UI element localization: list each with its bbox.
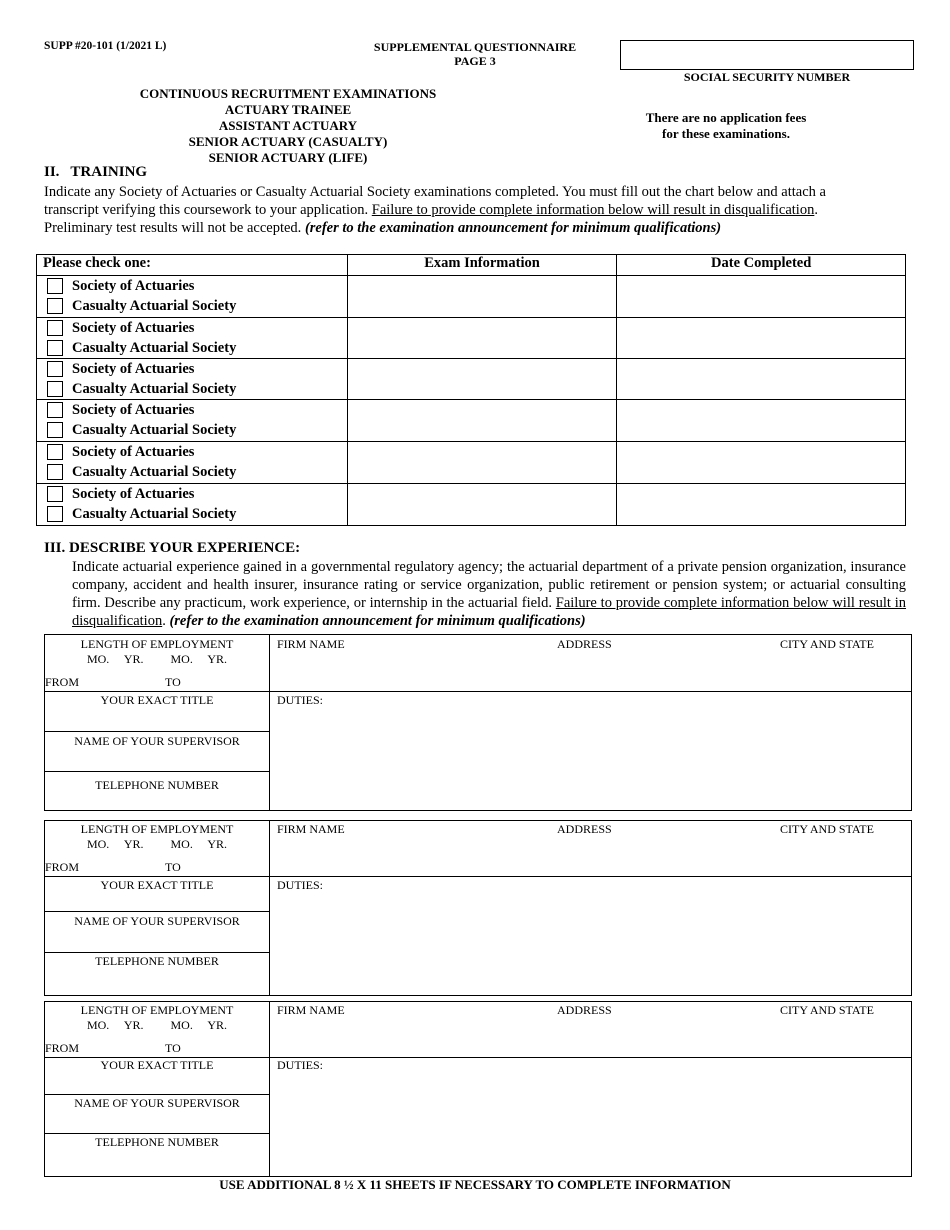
checkbox[interactable]: [47, 486, 63, 502]
phone-label: TELEPHONE NUMBER: [95, 778, 219, 792]
experience-entry: [44, 820, 912, 996]
exam-information-field[interactable]: [347, 276, 617, 318]
from-label: FROM: [45, 675, 80, 689]
date-completed-field[interactable]: [617, 442, 906, 484]
phone-label: TELEPHONE NUMBER: [95, 1135, 219, 1149]
option-label: Society of Actuaries: [72, 401, 195, 418]
option-label: Society of Actuaries: [72, 277, 195, 294]
training-title: II. TRAINING: [44, 164, 148, 180]
experience-emphasis: (refer to the examination announcement for minimum qualifications): [169, 613, 586, 629]
option-cas[interactable]: [37, 462, 347, 482]
option-cas[interactable]: [37, 338, 347, 358]
city-state-label: CITY AND STATE: [780, 637, 874, 651]
experience-entry: [44, 1001, 912, 1177]
phone-label: TELEPHONE NUMBER: [95, 954, 219, 968]
checkbox[interactable]: [47, 320, 63, 336]
exam-titles: [128, 86, 448, 166]
training-intro: [44, 183, 884, 237]
col-date-completed: Date Completed: [617, 255, 906, 276]
exam-information-field[interactable]: [347, 442, 617, 484]
form-id: SUPP #20-101 (1/2021 L): [44, 40, 167, 52]
experience-after-text: .: [162, 613, 170, 629]
duties-label: DUTIES:: [277, 1058, 323, 1072]
option-soa[interactable]: [37, 359, 347, 379]
checkbox[interactable]: [47, 444, 63, 460]
address-label: ADDRESS: [557, 822, 612, 836]
exam-information-field[interactable]: [347, 484, 617, 526]
form-title: SUPPLEMENTAL QUESTIONNAIRE: [373, 40, 577, 54]
duties-label: DUTIES:: [277, 878, 323, 892]
training-after-text: . Preliminary test results will not be accepted.: [44, 202, 818, 236]
fees-line: There are no application fees: [645, 110, 807, 125]
option-label: Casualty Actuarial Society: [72, 463, 237, 480]
checkbox[interactable]: [47, 402, 63, 418]
experience-entry: [44, 634, 912, 811]
length-label: LENGTH OF EMPLOYMENT: [80, 637, 234, 651]
option-cas[interactable]: [37, 379, 347, 399]
experience-warning: Failure to provide complete information below will result in disqualification: [72, 595, 907, 629]
exam-title-line: ASSISTANT ACTUARY: [218, 118, 358, 133]
training-intro-text: Indicate any Society of Actuaries or Casualty Actuarial Society examinations completed. You must fill out the chart below and attach a transcript verifying this coursework to your application.: [44, 184, 826, 218]
exam-title-line: SENIOR ACTUARY (CASUALTY): [188, 134, 388, 149]
table-row: [37, 400, 906, 442]
option-label: Casualty Actuarial Society: [72, 505, 237, 522]
table-row: [37, 484, 906, 526]
exam-information-field[interactable]: [347, 318, 617, 359]
fees-notice: [626, 110, 826, 142]
length-label: LENGTH OF EMPLOYMENT: [80, 1003, 234, 1017]
training-emphasis: (refer to the examination announcement for minimum qualifications): [304, 220, 722, 236]
date-completed-field[interactable]: [617, 318, 906, 359]
checkbox[interactable]: [47, 278, 63, 294]
ssn-label: SOCIAL SECURITY NUMBER: [683, 70, 851, 84]
city-state-label: CITY AND STATE: [780, 1003, 874, 1017]
option-soa[interactable]: [37, 276, 347, 296]
to-label: TO: [165, 1041, 181, 1055]
exam-title-line: CONTINUOUS RECRUITMENT EXAMINATIONS: [139, 86, 437, 101]
exam-table-header: [37, 255, 906, 276]
col-exam-information: Exam Information: [347, 255, 617, 276]
page-number: PAGE 3: [454, 54, 496, 68]
checkbox[interactable]: [47, 506, 63, 522]
date-completed-field[interactable]: [617, 484, 906, 526]
address-label: ADDRESS: [557, 1003, 612, 1017]
experience-intro: [72, 558, 906, 630]
mo-yr-label: MO. YR. MO. YR.: [86, 837, 228, 851]
firm-name-label: FIRM NAME: [277, 1003, 345, 1017]
to-label: TO: [165, 860, 181, 874]
option-label: Society of Actuaries: [72, 360, 195, 377]
title-label: YOUR EXACT TITLE: [100, 878, 214, 892]
training-warning: Failure to provide complete information below will result in disqualification: [371, 202, 815, 218]
option-label: Society of Actuaries: [72, 443, 195, 460]
from-label: FROM: [45, 1041, 80, 1055]
option-label: Society of Actuaries: [72, 485, 195, 502]
exam-title-line: ACTUARY TRAINEE: [224, 102, 352, 117]
title-label: YOUR EXACT TITLE: [100, 1058, 214, 1072]
exam-information-field[interactable]: [347, 359, 617, 400]
to-label: TO: [165, 675, 181, 689]
option-label: Casualty Actuarial Society: [72, 380, 237, 397]
option-label: Casualty Actuarial Society: [72, 297, 237, 314]
footer-note: USE ADDITIONAL 8 ½ X 11 SHEETS IF NECESSARY TO COMPLETE INFORMATION: [219, 1177, 731, 1192]
option-soa[interactable]: [37, 442, 347, 462]
date-completed-field[interactable]: [617, 359, 906, 400]
checkbox[interactable]: [47, 464, 63, 480]
table-row: [37, 442, 906, 484]
mo-yr-label: MO. YR. MO. YR.: [86, 1018, 228, 1032]
firm-name-label: FIRM NAME: [277, 637, 345, 651]
exam-table: [36, 254, 906, 526]
address-label: ADDRESS: [557, 637, 612, 651]
table-row: [37, 276, 906, 318]
date-completed-field[interactable]: [617, 400, 906, 442]
option-cas[interactable]: [37, 420, 347, 440]
length-label: LENGTH OF EMPLOYMENT: [80, 822, 234, 836]
exam-information-field[interactable]: [347, 400, 617, 442]
supervisor-label: NAME OF YOUR SUPERVISOR: [74, 734, 240, 748]
supervisor-label: NAME OF YOUR SUPERVISOR: [74, 1096, 240, 1110]
supervisor-label: NAME OF YOUR SUPERVISOR: [74, 914, 240, 928]
from-label: FROM: [45, 860, 80, 874]
mo-yr-label: MO. YR. MO. YR.: [86, 652, 228, 666]
city-state-label: CITY AND STATE: [780, 822, 874, 836]
option-cas[interactable]: [37, 296, 347, 316]
checkbox[interactable]: [47, 422, 63, 438]
option-soa[interactable]: [37, 400, 347, 420]
fees-line: for these examinations.: [662, 126, 790, 141]
checkbox[interactable]: [47, 340, 63, 356]
table-row: [37, 359, 906, 400]
option-label: Casualty Actuarial Society: [72, 421, 237, 438]
checkbox[interactable]: [47, 381, 63, 397]
option-cas[interactable]: [37, 504, 347, 524]
duties-label: DUTIES:: [277, 693, 323, 707]
experience-intro-text: Indicate actuarial experience gained in a governmental regulatory agency; the actuarial department of a private pension organization, insurance company, accident and health insurer, insurance rating or service organization, public retirement or pension system; or actuarial consulting firm. Describe any practicum, work experience, or internship in the actuarial field.: [72, 559, 906, 611]
experience-title: III. DESCRIBE YOUR EXPERIENCE:: [44, 540, 301, 556]
date-completed-field[interactable]: [617, 276, 906, 318]
option-label: Society of Actuaries: [72, 319, 195, 336]
ssn-input[interactable]: [620, 40, 914, 70]
checkbox[interactable]: [47, 298, 63, 314]
col-check-one: Please check one:: [37, 255, 348, 276]
form-title-block: [370, 40, 580, 68]
option-soa[interactable]: [37, 318, 347, 338]
title-label: YOUR EXACT TITLE: [100, 693, 214, 707]
option-label: Casualty Actuarial Society: [72, 339, 237, 356]
firm-name-label: FIRM NAME: [277, 822, 345, 836]
checkbox[interactable]: [47, 361, 63, 377]
option-soa[interactable]: [37, 484, 347, 504]
exam-title-line: SENIOR ACTUARY (LIFE): [208, 150, 368, 165]
table-row: [37, 318, 906, 359]
